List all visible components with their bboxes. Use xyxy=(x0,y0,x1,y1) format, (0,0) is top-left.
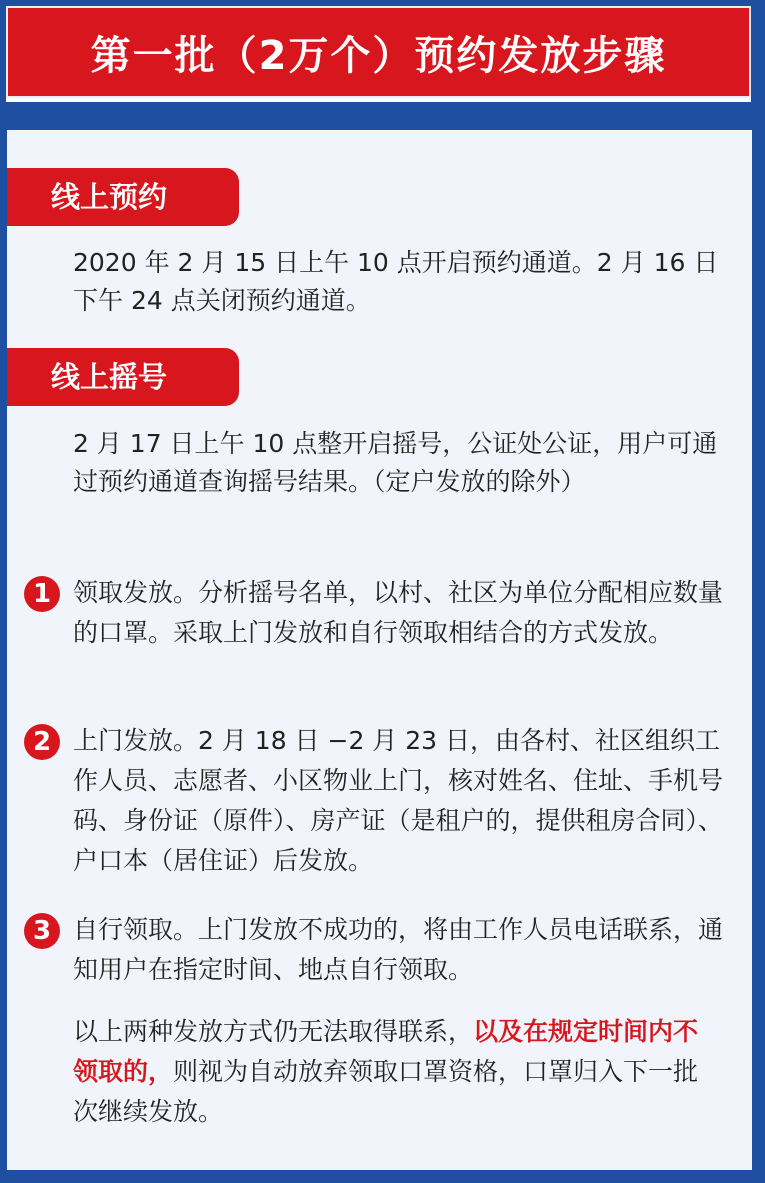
page-title: 第一批（2万个）预约发放步骤 xyxy=(90,33,667,79)
step-number-badge: 1 xyxy=(24,576,60,612)
content-card xyxy=(7,130,752,1170)
step-text: 领取发放。分析摇号名单，以村、社区为单位分配相应数量的口罩。采取上门发放和自行领取相结合的方式发放。 xyxy=(73,578,724,647)
step-number-badge: 3 xyxy=(24,913,60,949)
step-text: 上门发放。2 月 18 日 −2 月 23 日，由各村、社区组织工作人员、志愿者、小区物业上门，核对姓名、住址、手机号码、身份证（原件）、房产证（是租户的，提供租房合同）、户口本（居住证）后发放。 xyxy=(73,726,724,875)
online-lottery-text: 2 月 17 日上午 10 点整开启摇号，公证处公证，用户可通过预约通道查询摇号结果。（定户发放的除外） xyxy=(73,429,718,496)
step-number-badge: 2 xyxy=(24,724,60,760)
closing-note xyxy=(73,1012,723,1132)
section-tag-online-lottery: 线上摇号 xyxy=(7,348,239,406)
title-banner xyxy=(6,6,751,102)
step-text: 自行领取。上门发放不成功的，将由工作人员电话联系，通知用户在指定时间、地点自行领取。 xyxy=(73,915,724,984)
note-highlight: 以及在规定时间内不领取的， xyxy=(73,1017,699,1086)
note-text: 以上两种发放方式仍无法取得联系， xyxy=(73,1017,474,1046)
section-tag-online-booking: 线上预约 xyxy=(7,168,239,226)
note-text-end: 则视为自动放弃领取口罩资格，口罩归入下一批次继续发放。 xyxy=(73,1057,699,1126)
online-booking-text: 2020 年 2 月 15 日上午 10 点开启预约通道。2 月 16 日下午 24 点关闭预约通道。 xyxy=(73,248,719,315)
